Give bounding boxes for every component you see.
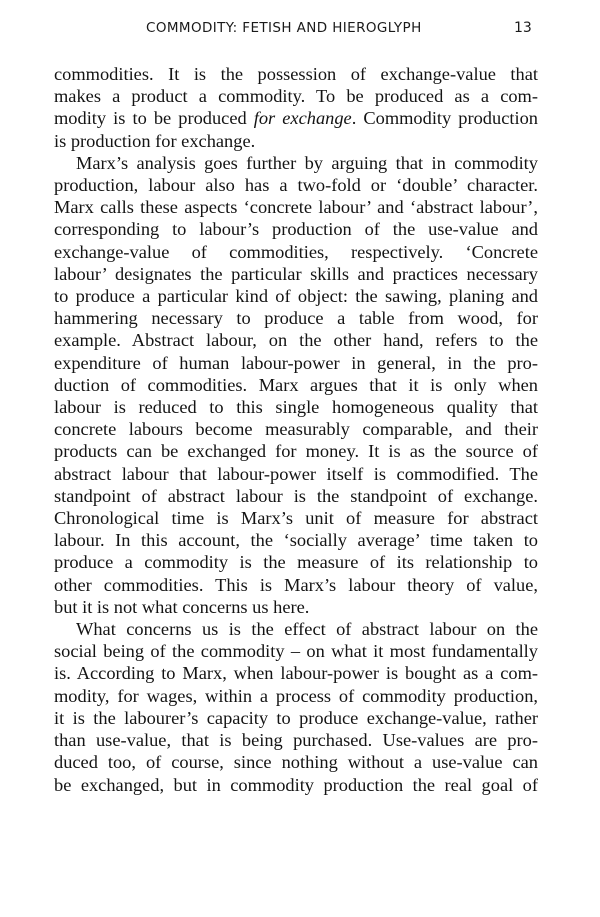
text-line: makes a product a commodity. To be produced as a com- (54, 86, 538, 107)
text-line: than use-value, that is being purchased. Use-values are pro- (54, 730, 538, 751)
text-line: other commodities. This is Marx’s labour theory of value, (54, 574, 538, 595)
text-run: . Commodity production (351, 108, 538, 129)
text-line: modity, for wages, within a process of commodity production, (54, 685, 538, 706)
italic-emphasis: for exchange (253, 108, 352, 129)
text-line: commodities. It is the possession of exchange-value that (54, 64, 538, 84)
text-line (54, 107, 538, 129)
text-line: Marx calls these aspects ‘concrete labour’ and ‘abstract labour’, (54, 197, 538, 218)
text-run: modity is to be produced (54, 108, 254, 129)
text-line: is production for exchange. (54, 130, 256, 151)
text-line: concrete labours become measurably comparable, and their (54, 419, 538, 440)
text-line: social being of the commodity – on what it most fundamentally (54, 641, 538, 662)
running-head-title: COMMODITY: FETISH AND HIEROGLYPH (146, 20, 422, 36)
text-line: hammering necessary to produce a table from wood, for (54, 308, 538, 329)
text-line: it is the labourer’s capacity to produce exchange-value, rather (54, 707, 538, 728)
text-line: to produce a particular kind of object: the sawing, planing and (54, 286, 538, 307)
text-line: labour’ designates the particular skills and practices necessary (54, 263, 538, 284)
text-line: labour is reduced to this single homogeneous quality that (54, 397, 538, 418)
text-line: standpoint of abstract labour is the standpoint of exchange. (54, 485, 538, 506)
text-line: production, labour also has a two-fold or ‘double’ character. (54, 175, 538, 196)
page-number: 13 (514, 20, 532, 36)
text-line: labour. In this account, the ‘socially average’ time taken to (54, 530, 538, 551)
text-line: be exchanged, but in commodity production the real goal of (54, 774, 538, 795)
text-line: abstract labour that labour-power itself is commodified. The (54, 463, 538, 484)
text-line: Chronological time is Marx’s unit of measure for abstract (54, 508, 538, 529)
text-line: produce a commodity is the measure of its relationship to (54, 552, 538, 573)
body-text (54, 63, 538, 796)
text-line: exchange-value of commodities, respectively. ‘Concrete (54, 241, 538, 262)
text-line: expenditure of human labour-power in general, in the pro- (54, 352, 538, 373)
text-line: example. Abstract labour, on the other hand, refers to the (54, 330, 538, 351)
text-line: is. According to Marx, when labour-power is bought as a com- (54, 663, 538, 684)
text-line: What concerns us is the effect of abstract labour on the (76, 619, 538, 640)
text-line: duction of commodities. Marx argues that it is only when (54, 374, 538, 395)
text-line: corresponding to labour’s production of the use-value and (54, 219, 538, 240)
text-line: duced too, of course, since nothing without a use-value can (54, 752, 538, 773)
text-line: Marx’s analysis goes further by arguing that in commodity (76, 152, 538, 173)
text-line: but it is not what concerns us here. (54, 596, 310, 617)
text-line: products can be exchanged for money. It is as the source of (54, 441, 538, 462)
